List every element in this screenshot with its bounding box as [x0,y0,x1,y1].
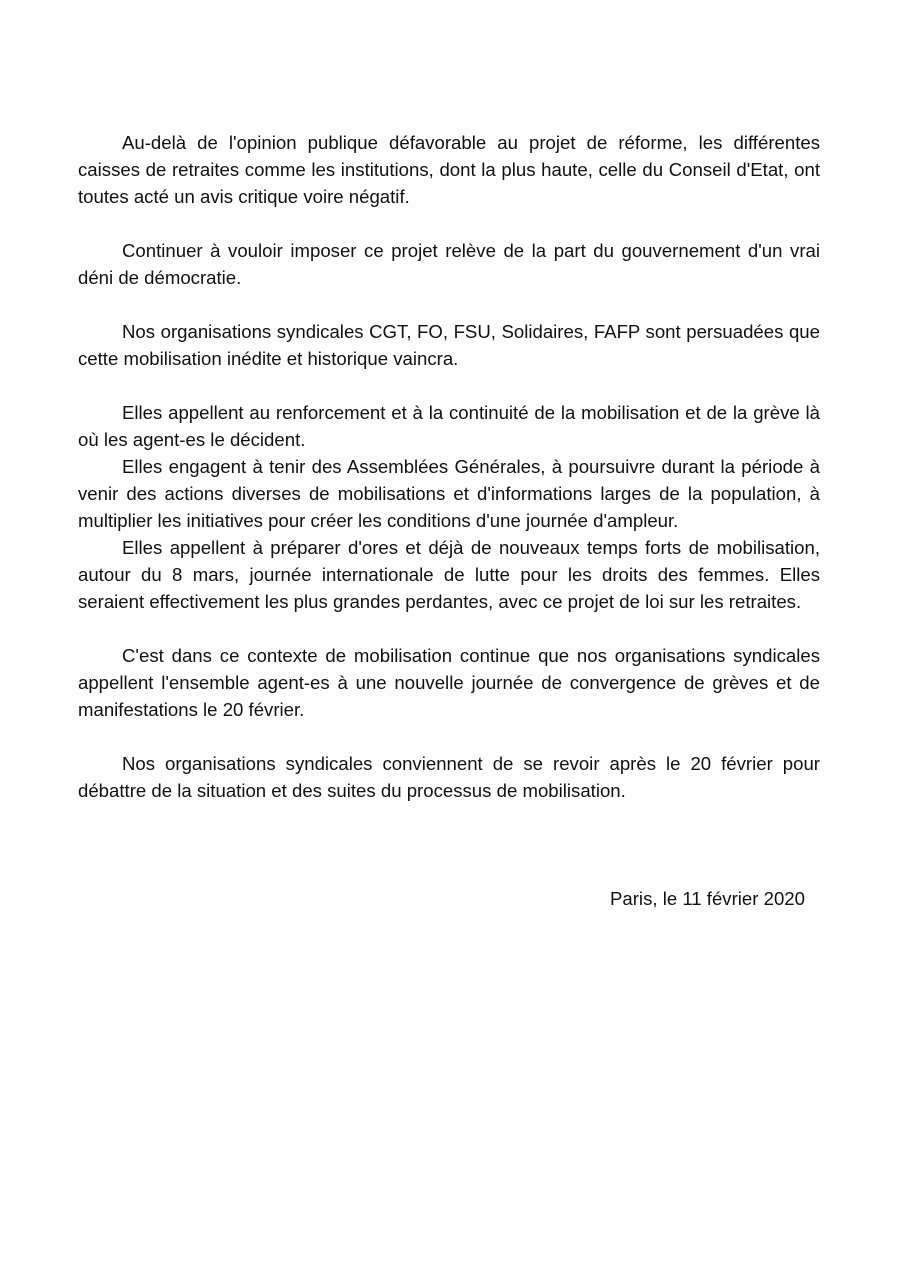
paragraph-journee-convergence: C'est dans ce contexte de mobilisation continue que nos organisations syndicales appellent l'ensemble agent-es à une nouvelle journée de convergence de grèves et de manifestations le 20 février. [78,645,820,720]
paragraph-assemblees-generales: Elles engagent à tenir des Assemblées Générales, à poursuivre durant la période à venir des actions diverses de mobilisations et d'informations larges de la population, à multiplier les initiatives pour créer les conditions d'une journée d'ampleur. [78,456,820,531]
place-and-date: Paris, le 11 février 2020 [610,888,805,909]
paragraph-renforcement-mobilisation: Elles appellent au renforcement et à la continuité de la mobilisation et de la grève là où les agent-es le décident. [78,402,820,450]
signature-block [78,885,820,912]
paragraph-se-revoir: Nos organisations syndicales conviennent de se revoir après le 20 février pour débattre de la situation et des suites du processus de mobilisation. [78,753,820,801]
paragraph-8-mars: Elles appellent à préparer d'ores et déjà de nouveaux temps forts de mobilisation, autour du 8 mars, journée internationale de lutte pour les droits des femmes. Elles seraient effectivement les plus grandes perdantes, avec ce projet de loi sur les retraites. [78,537,820,612]
paragraph-organisations-syndicales: Nos organisations syndicales CGT, FO, FSU, Solidaires, FAFP sont persuadées que cette mobilisation inédite et historique vaincra. [78,321,820,369]
paragraph-opinion-publique: Au-delà de l'opinion publique défavorable au projet de réforme, les différentes caisses de retraites comme les institutions, dont la plus haute, celle du Conseil d'Etat, ont toutes acté un avis critique voire négatif. [78,132,820,207]
document-body [78,102,820,912]
paragraph-deni-de-democratie: Continuer à vouloir imposer ce projet relève de la part du gouvernement d'un vrai déni de démocratie. [78,240,820,288]
